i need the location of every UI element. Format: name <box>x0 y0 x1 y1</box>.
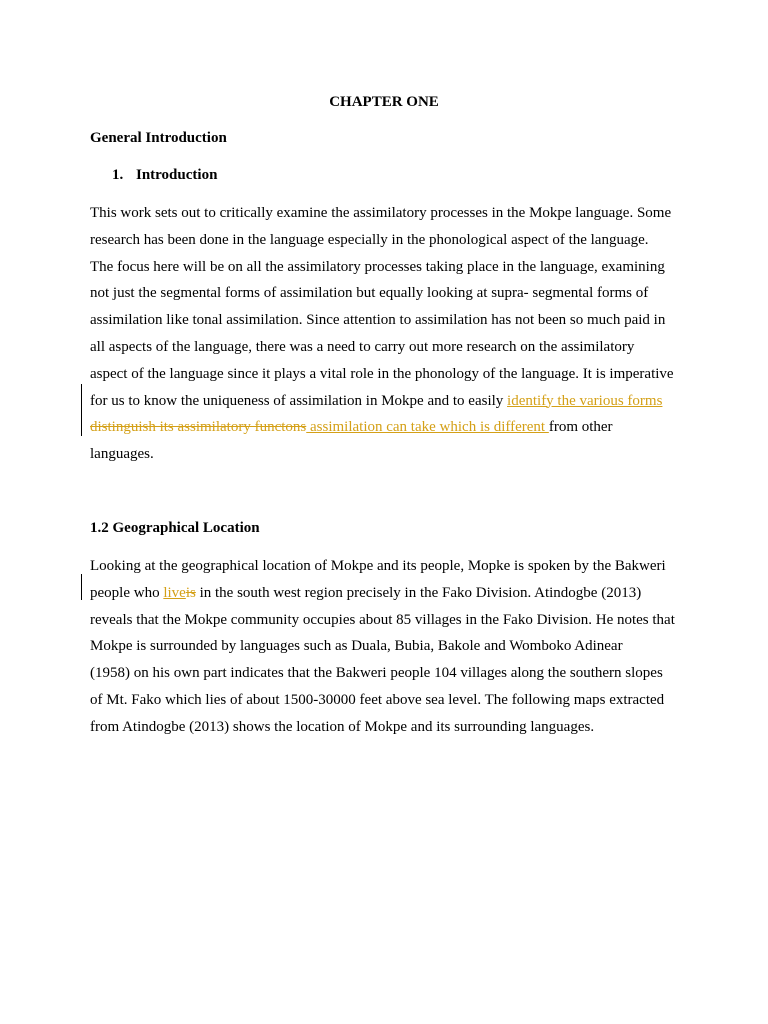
paragraph-text: for us to know the uniqueness of assimilation in Mokpe and to easily <box>90 392 508 409</box>
paragraph-line: Mokpe is surrounded by languages such as Duala, Bubia, Bakole and Womboko Adinear <box>90 638 623 655</box>
introduction-heading-number: 1. <box>112 167 124 183</box>
paragraph-line: The focus here will be on all the assimilatory processes taking place in the language, examining <box>90 258 665 275</box>
paragraph-line: assimilation like tonal assimilation. Since attention to assimilation has not been so much paid in <box>90 312 666 329</box>
introduction-heading <box>112 167 217 184</box>
tracked-deletion[interactable]: is <box>185 584 196 601</box>
paragraph-line: languages. <box>90 446 154 463</box>
paragraph-text: people who <box>90 584 164 601</box>
paragraph-line <box>90 388 690 415</box>
paragraph-line: all aspects of the language, there was a need to carry out more research on the assimilatory <box>90 338 635 355</box>
paragraph-line: from Atindogbe (2013) shows the location of Mokpe and its surrounding languages. <box>90 718 595 735</box>
paragraph-text: in the south west region precisely in the Fako Division. Atindogbe (2013) <box>195 584 642 601</box>
paragraph-line: aspect of the language since it plays a vital role in the phonology of the language. It is imperative <box>90 365 674 382</box>
tracked-deletion[interactable]: distinguish its assimilatory functons <box>90 419 307 436</box>
paragraph-line: This work sets out to critically examine the assimilatory processes in the Mokpe language. Some <box>90 205 672 221</box>
paragraph-line <box>90 414 690 441</box>
paragraph-line: of Mt. Fako which lies of about 1500-30000 feet above sea level. The following maps extracted <box>90 691 665 708</box>
change-bar <box>81 574 82 600</box>
tracked-insertion[interactable]: identify the various forms <box>507 392 663 409</box>
chapter-title: CHAPTER ONE <box>329 94 439 110</box>
general-introduction-heading: General Introduction <box>90 130 227 146</box>
paragraph-line <box>90 580 690 607</box>
paragraph-line: Looking at the geographical location of Mokpe and its people, Mopke is spoken by the Bakweri <box>90 558 666 574</box>
paragraph-line: not just the segmental forms of assimilation but equally looking at supra- segmental forms of <box>90 285 649 302</box>
paragraph-line: reveals that the Mokpe community occupies about 85 villages in the Fako Division. He notes that <box>90 611 675 628</box>
tracked-insertion[interactable]: assimilation can take which is different <box>306 419 549 436</box>
geographical-paragraph <box>90 553 690 741</box>
paragraph-line: research has been done in the language especially in the phonological aspect of the language. <box>90 231 649 248</box>
paragraph-line: (1958) on his own part indicates that the Bakweri people 104 villages along the southern slopes <box>90 665 663 682</box>
introduction-paragraph <box>90 200 690 468</box>
introduction-heading-label: Introduction <box>136 167 218 183</box>
paragraph-text: from other <box>548 419 613 436</box>
geographical-location-heading: 1.2 Geographical Location <box>90 520 260 536</box>
change-bar <box>81 384 82 436</box>
tracked-insertion[interactable]: live <box>163 584 186 601</box>
